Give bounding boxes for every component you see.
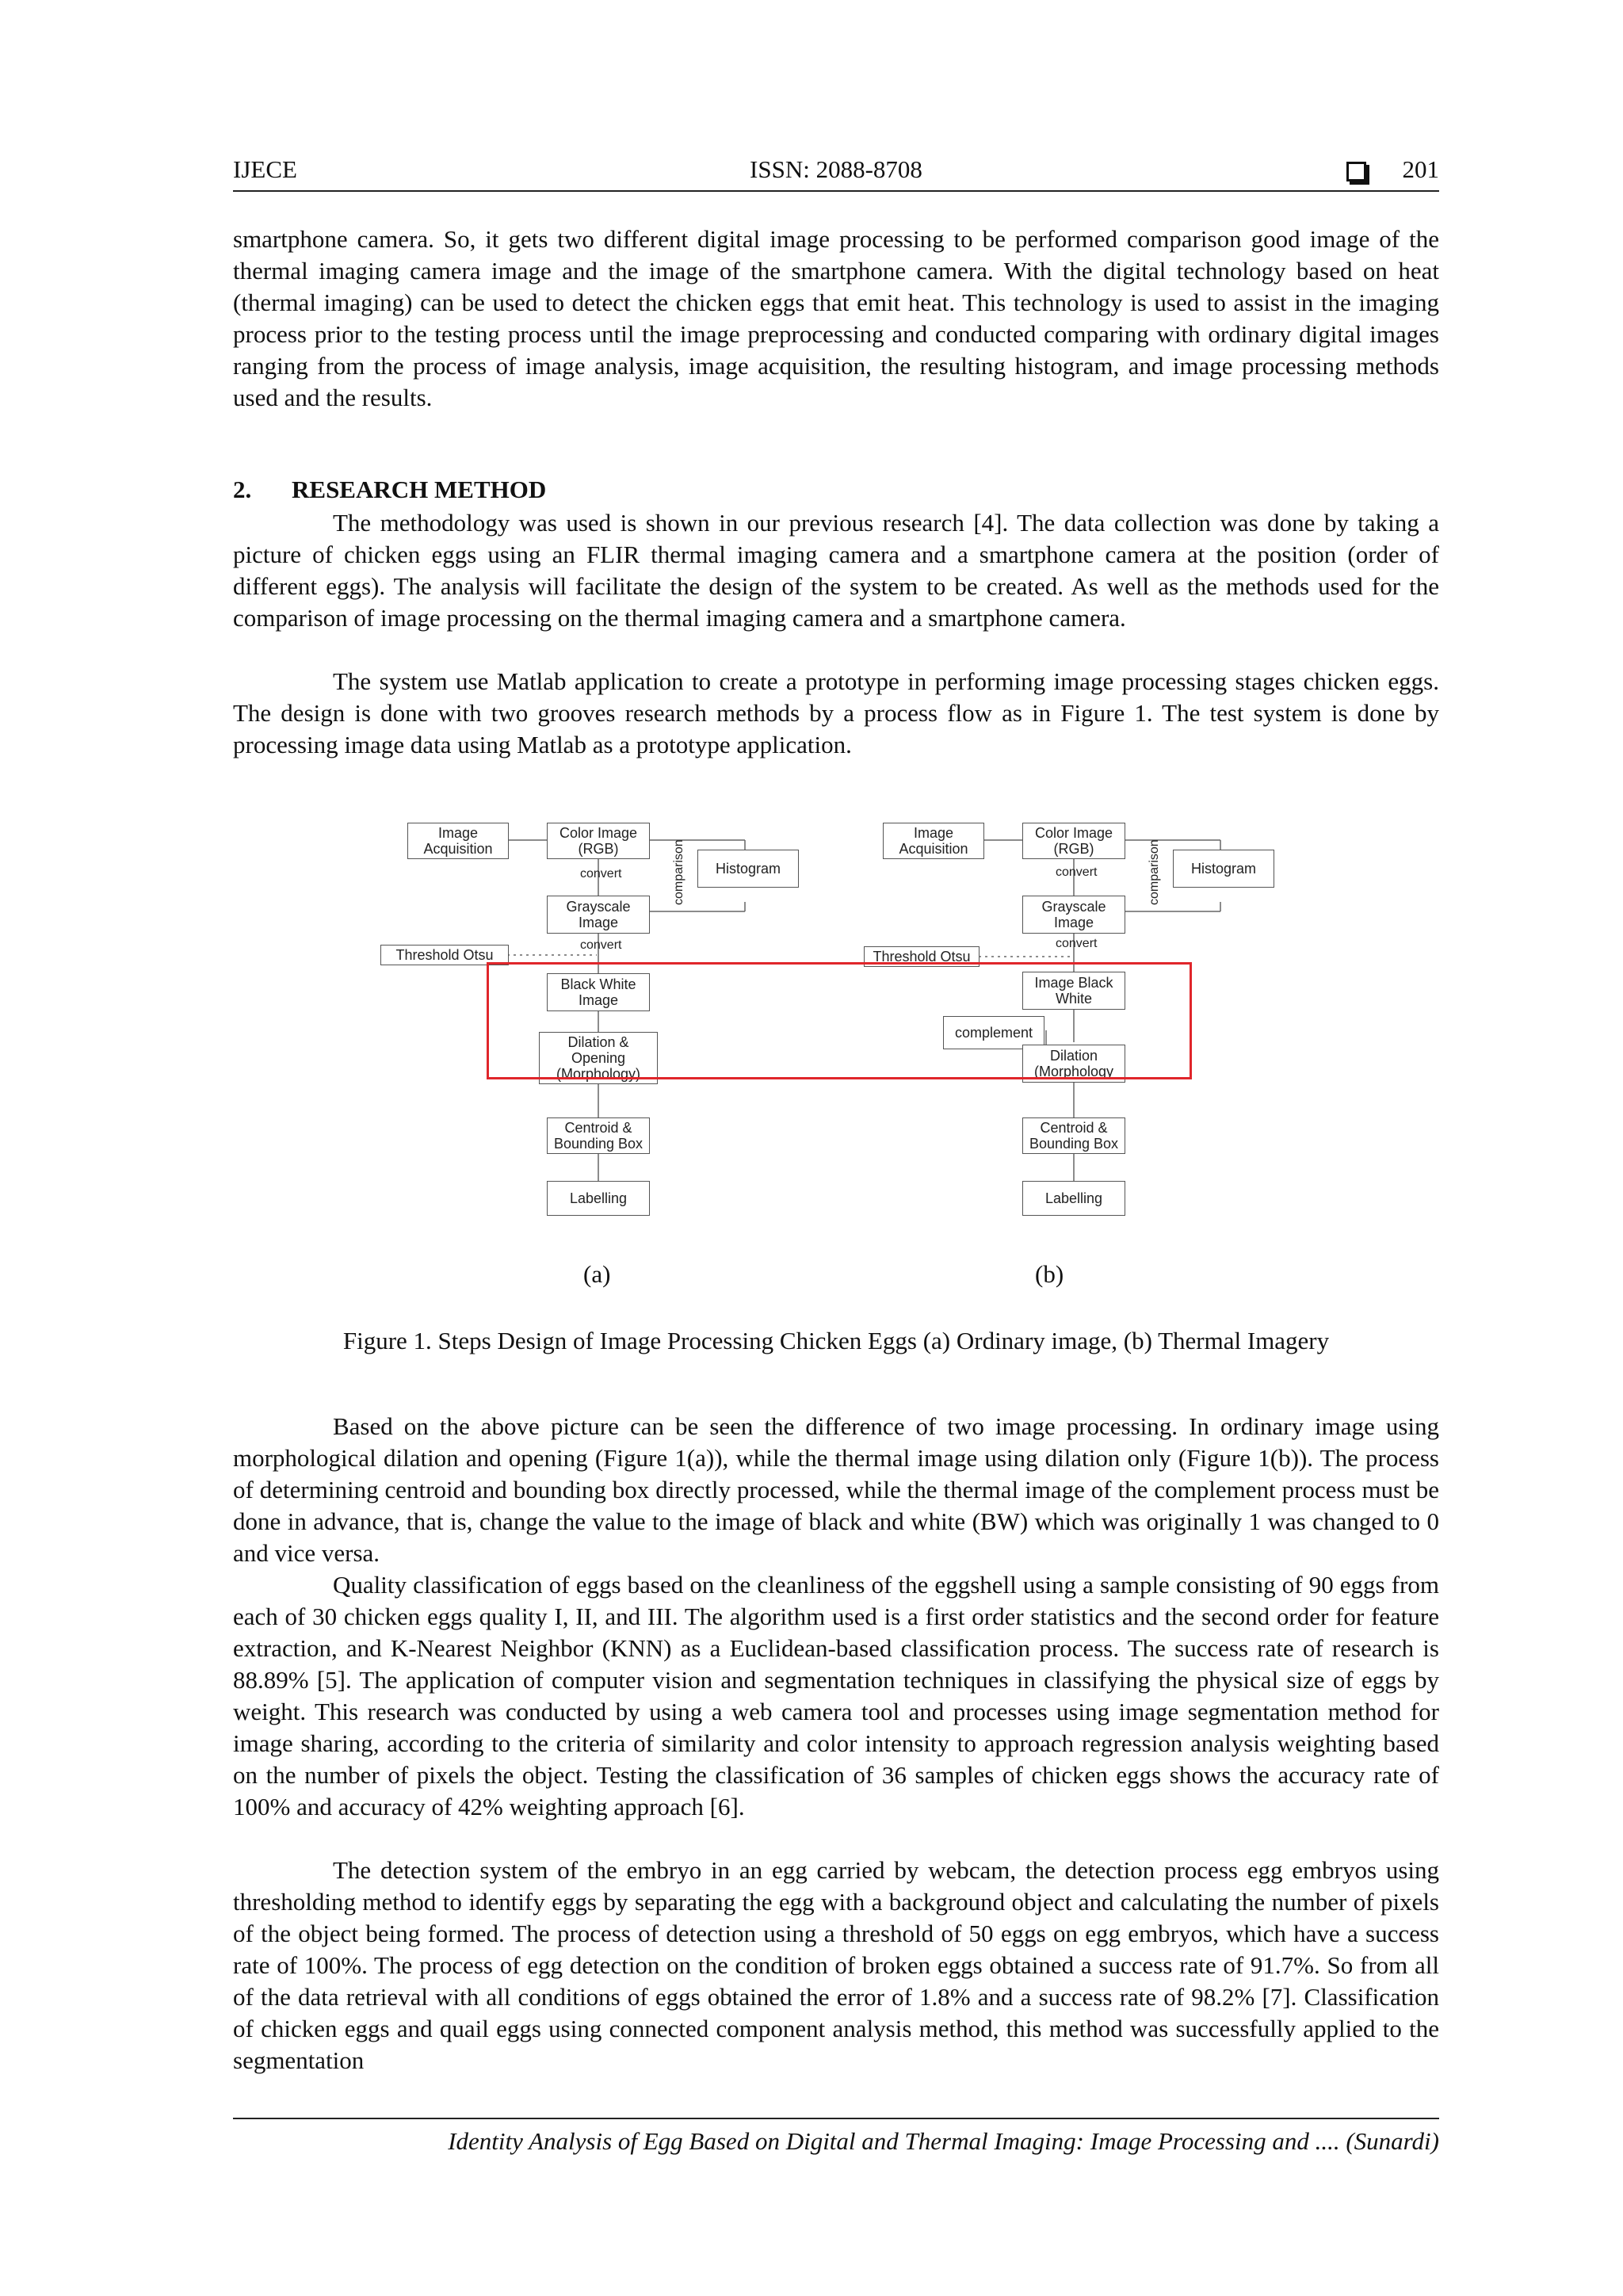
running-header xyxy=(233,155,1439,190)
a-image-acquisition-box: Image Acquisition xyxy=(407,823,509,859)
b-image-acquisition-box: Image Acquisition xyxy=(883,823,984,859)
journal-name: IJECE xyxy=(233,155,297,183)
section-heading xyxy=(233,476,546,504)
b-convert-label-2: convert xyxy=(1056,937,1098,950)
b-labelling-box: Labelling xyxy=(1022,1181,1125,1216)
a-convert-label-1: convert xyxy=(580,867,622,881)
section-title: RESEARCH METHOD xyxy=(292,476,547,503)
body-paragraph-2: Quality classification of eggs based on the cleanliness of the eggshell using a sample consisting of 90 eggs from each of 30 chicken eggs quality I, II, and III. The algorithm used is a first order statistics and the second order for feature extraction, and K-Nearest Neighbor (KNN) as a Euclidean-based classification process. The success rate of research is 88.89% [5]. The application of computer vision and segmentation techniques in classifying the physical size of eggs by weight. This research was conducted by using a web camera tool and processes using image segmentation method for image sharing, according to the criteria of similarity and color intensity to approach regression analysis weighting based on the number of pixels the object. Testing the classification of 36 samples of chicken eggs shows the accuracy rate of 100% and accuracy of 42% weighting approach [6]. xyxy=(233,1571,1439,1820)
issn: ISSN: 2088-8708 xyxy=(750,155,922,183)
a-centroid-box: Centroid & Bounding Box xyxy=(547,1117,650,1154)
footer-rule xyxy=(233,2118,1439,2119)
body-paragraph-3: The detection system of the embryo in an egg carried by webcam, the detection process egg embryos using thresholding method to identify eggs by separating the egg with a background object and calculating the number of pixels of the object being formed. The process of detection using a threshold of 50 eggs on egg embryos, which have a success rate of 100%. The process of egg detection on the condition of broken eggs obtained a success rate of 91.7%. So from all of the data retrieval with all conditions of eggs obtained the error of 1.8% and a success rate of 98.2% [7]. Classification of chicken eggs and quail eggs using connected component analysis method, this method was successfully applied to the segmentation xyxy=(233,1856,1439,2074)
a-black-white-box: Black White Image xyxy=(547,973,650,1011)
b-histogram-box: Histogram xyxy=(1173,850,1274,888)
b-grayscale-box: Grayscale Image xyxy=(1022,896,1125,934)
b-dilation-box: Dilation (Morphology xyxy=(1022,1045,1125,1083)
body-paragraph-1: Based on the above picture can be seen the difference of two image processing. In ordinary image using morphological dilation and opening (Figure 1(a)), while the thermal image using dilation only (Figure 1(b)). The process of determining centroid and bounding box directly processed, while the thermal image of the complement process must be done in advance, that is, change the value to the image of black and white (BW) which was originally 1 was changed to 0 and vice versa. xyxy=(233,1412,1439,1567)
running-footer: Identity Analysis of Egg Based on Digital and Thermal Imaging: Image Processing and .... (Sunardi) xyxy=(448,2127,1439,2155)
box-bullet-icon xyxy=(1346,162,1366,181)
b-threshold-otsu-box: Threshold Otsu xyxy=(864,946,980,967)
a-comparison-label: comparison xyxy=(672,839,685,905)
b-centroid-box: Centroid & Bounding Box xyxy=(1022,1117,1125,1154)
header-right xyxy=(1346,155,1440,184)
figure-1-diagram xyxy=(388,816,1300,1228)
figure-caption: Figure 1. Steps Design of Image Processing Chicken Eggs (a) Ordinary image, (b) Thermal Imagery xyxy=(342,1327,1330,1354)
b-comparison-label: comparison xyxy=(1148,839,1161,905)
section-paragraph-2: The system use Matlab application to create a prototype in performing image processing stages chicken eggs. The design is done with two grooves research methods by a process flow as in Figure 1. The test system is done by processing image data using Matlab as a prototype application. xyxy=(233,667,1439,758)
a-histogram-box: Histogram xyxy=(697,850,799,888)
page-number: 201 xyxy=(1402,155,1439,183)
section-number: 2. xyxy=(233,476,252,503)
a-threshold-otsu-box: Threshold Otsu xyxy=(380,945,509,965)
a-color-image-box: Color Image (RGB) xyxy=(547,823,650,859)
a-labelling-box: Labelling xyxy=(547,1181,650,1216)
section-paragraph-1: The methodology was used is shown in our previous research [4]. The data collection was done by taking a picture of chicken eggs using an FLIR thermal imaging camera and a smartphone camera at the position (order of different eggs). The analysis will facilitate the design of the system to be created. As well as the methods used for the comparison of image processing on the thermal imaging camera and a smartphone camera. xyxy=(233,509,1439,632)
figure-sublabel-a: (a) xyxy=(583,1260,611,1288)
b-convert-label-1: convert xyxy=(1056,865,1098,879)
header-rule xyxy=(233,190,1439,192)
a-convert-label-2: convert xyxy=(580,938,622,952)
morphology-highlight-box xyxy=(487,962,1192,1079)
figure-sublabel-b: (b) xyxy=(1035,1260,1064,1288)
b-black-white-box: Image Black White xyxy=(1022,972,1125,1010)
a-dilation-opening-box: Dilation & Opening (Morphology) xyxy=(539,1032,658,1084)
b-complement-box: complement xyxy=(943,1016,1044,1049)
b-color-image-box: Color Image (RGB) xyxy=(1022,823,1125,859)
a-grayscale-box: Grayscale Image xyxy=(547,896,650,934)
intro-paragraph: smartphone camera. So, it gets two different digital image processing to be performed comparison good image of the thermal imaging camera image and the image of the smartphone camera. With the digital technology based on heat (thermal imaging) can be used to detect the chicken eggs that emit heat. This technology is used to assist in the imaging process prior to the testing process until the image preprocessing and conducted comparing with ordinary digital images ranging from the process of image analysis, image acquisition, the resulting histogram, and image processing methods used and the results. xyxy=(233,225,1439,411)
